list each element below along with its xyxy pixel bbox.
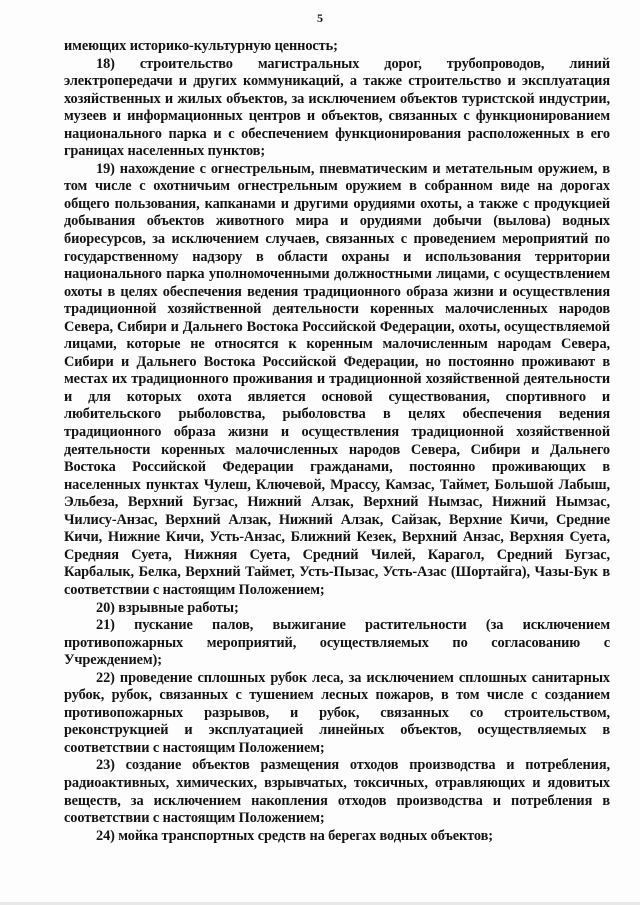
paragraph-item-23: 23) создание объектов размещения отходов производства и потребления, радиоактивных, химических, взрывчатых, токсичных, отравляющих и ядовитых веществ, за исключением накопления отходов производства и потребления в соответствии с настоящим Положением; [64, 757, 610, 827]
paragraph-item-24: 24) мойка транспортных средств на берегах водных объектов; [96, 827, 493, 844]
paragraph-item-20: 20) взрывные работы; [96, 599, 239, 616]
paragraph-item-18: 18) строительство магистральных дорог, трубопроводов, линий электропередачи и других коммуникаций, а также строительство и эксплуатация хозяйственных и жилых объектов, за исключением объектов туристской индустрии, музеев и информационных центров и объектов, связанных с функционированием национального парка и с обеспечением функционирования расположенных в его границах населенных пунктов; [64, 55, 610, 160]
paragraph-continuation: имеющих историко-культурную ценность; [64, 38, 338, 54]
paragraph-item-21: 21) пускание палов, выжигание растительности (за исключением противопожарных мероприятий, осуществляемых по согласованию с Учреждением); [64, 617, 610, 669]
document-body [64, 38, 610, 845]
paragraph-item-19: 19) нахождение с огнестрельным, пневматическим и метательным оружием, в том числе с охотничьим огнестрельным оружием в собранном виде на дорогах общего пользования, капканами и другими орудиями охоты, а также с продукцией добывания объектов животного мира и орудиями добычи (вылова) водных биоресурсов, за исключением случаев, связанных с проведением мероприятий по государственному надзору в области охраны и использования территории национального парка уполномоченными должностными лицами, с осуществлением охоты в целях обеспечения ведения традиционного образа жизни и осуществления традиционной хозяйственной деятельности коренных малочисленных народов Севера, Сибири и Дальнего Востока Российской Федерации, охоты, осуществляемой лицами, которые не относятся к коренным малочисленным народам Севера, Сибири и Дальнего Востока Российской Федерации, но постоянно проживают в местах их традиционного проживания и традиционной хозяйственной деятельности и для которых охота является основой существования, спортивного и любительского рыболовства, рыболовства в целях обеспечения ведения традиционного образа жизни и осуществления традиционной хозяйственной деятельности коренных малочисленных народов Севера, Сибири и Дальнего Востока Российской Федерации гражданами, постоянно проживающих в населенных пунктах Чулеш, Ключевой, Мрассу, Камзас, Таймет, Большой Лабыш, Эльбеза, Верхний Бугзас, Нижний Алзак, Верхний Нымзас, Нижний Нымзас, Чилису-Анзас, Верхний Алзак, Нижний Алзак, Сайзак, Верхние Кичи, Средние Кичи, Нижние Кичи, Усть-Анзас, Ближний Кезек, Верхний Анзас, Верхняя Суета, Средняя Суета, Нижняя Суета, Средний Чилей, Карагол, Средний Бугзас, Карбалык, Белка, Верхний Таймет, Усть-Пызас, Усть-Азас (Шортайга), Чазы-Бук в соответствии с настоящим Положением; [64, 160, 610, 598]
paragraph-item-22: 22) проведение сплошных рубок леса, за исключением сплошных санитарных рубок, рубок, связанных с тушением лесных пожаров, в том числе с созданием противопожарных разрывов, и рубок, связанных со строительством, реконструкцией и эксплуатацией линейных объектов, осуществляемых в соответствии с настоящим Положением; [64, 669, 610, 756]
page-number: 5 [317, 11, 323, 25]
